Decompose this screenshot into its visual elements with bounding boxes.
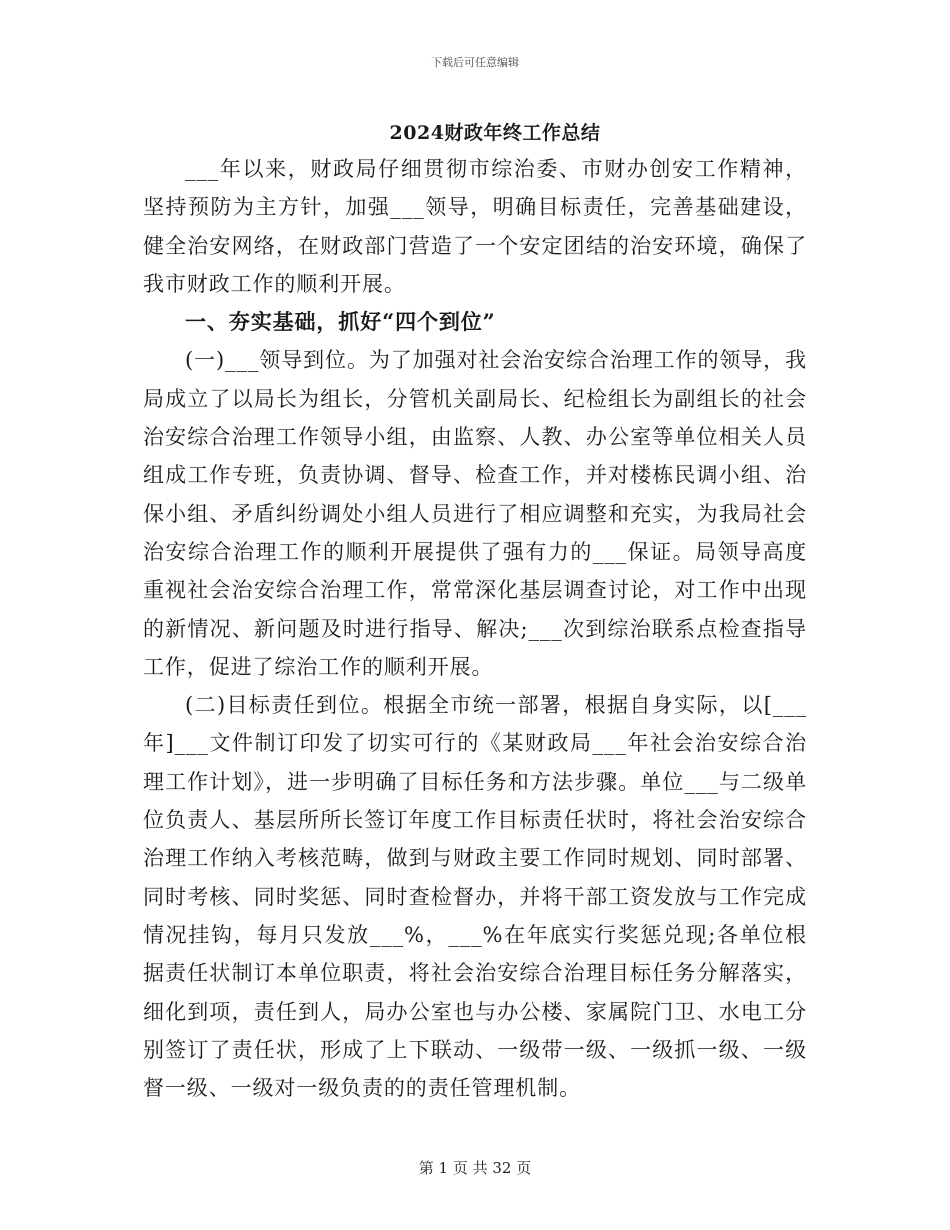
document-title: 2024财政年终工作总结 bbox=[389, 122, 601, 144]
body-paragraph-leadership: (一)___领导到位。为了加强对社会治安综合治理工作的领导，我局成立了以局长为组长，分管机关副局长、纪检组长为副组长的社会治安综合治理工作领导小组，由监察、人教、办公室等单位相关人员组成工作专班，负责协调、督导、检查工作，并对楼栋民调小组、治保小组、矛盾纠纷调处小组人员进行了相应调整和充实，为我局社会治安综合治理工作的顺利开展提供了强有力的___保证。局领导高度重视社会治安综合治理工作，常常深化基层调查讨论，对工作中出现的新情况、新问题及时进行指导、解决;___次到综治联系点检查指导工作，促进了综治工作的顺利开展。 bbox=[143, 348, 807, 679]
body-paragraph-responsibility: (二)目标责任到位。根据全市统一部署，根据自身实际，以[___年]___文件制订印发了切实可行的《某财政局___年社会治安综合治理工作计划》，进一步明确了目标任务和方法步骤。单位___与二级单位负责人、基层所所长签订年度工作目标责任状时，将社会治安综合治理工作纳入考核范畴，做到与财政主要工作同时规划、同时部署、同时考核、同时奖惩、同时查检督办，并将干部工资发放与工作完成情况挂钩，每月只发放___%，___%在年底实行奖惩兑现;各单位根据责任状制订本单位职责，将社会治安综合治理目标任务分解落实，细化到项，责任到人，局办公室也与办公楼、家属院门卫、水电工分别签订了责任状，形成了上下联动、一级带一级、一级抓一级、一级督一级、一级对一级负责的的责任管理机制。 bbox=[143, 693, 807, 1101]
intro-paragraph: ___年以来，财政局仔细贯彻市综治委、市财办创安工作精神，坚持预防为主方针，加强___领导，明确目标责任，完善基础建设，健全治安网络，在财政部门营造了一个安定团结的治安环境，确保了我市财政工作的顺利开展。 bbox=[143, 157, 807, 296]
page-number-footer: 第 1 页 共 32 页 bbox=[418, 1159, 532, 1177]
document-body bbox=[143, 150, 807, 1107]
section-heading: 一、夯实基础，抓好“四个到位” bbox=[185, 309, 496, 335]
page-header-note: 下载后可任意编辑 bbox=[431, 56, 519, 69]
